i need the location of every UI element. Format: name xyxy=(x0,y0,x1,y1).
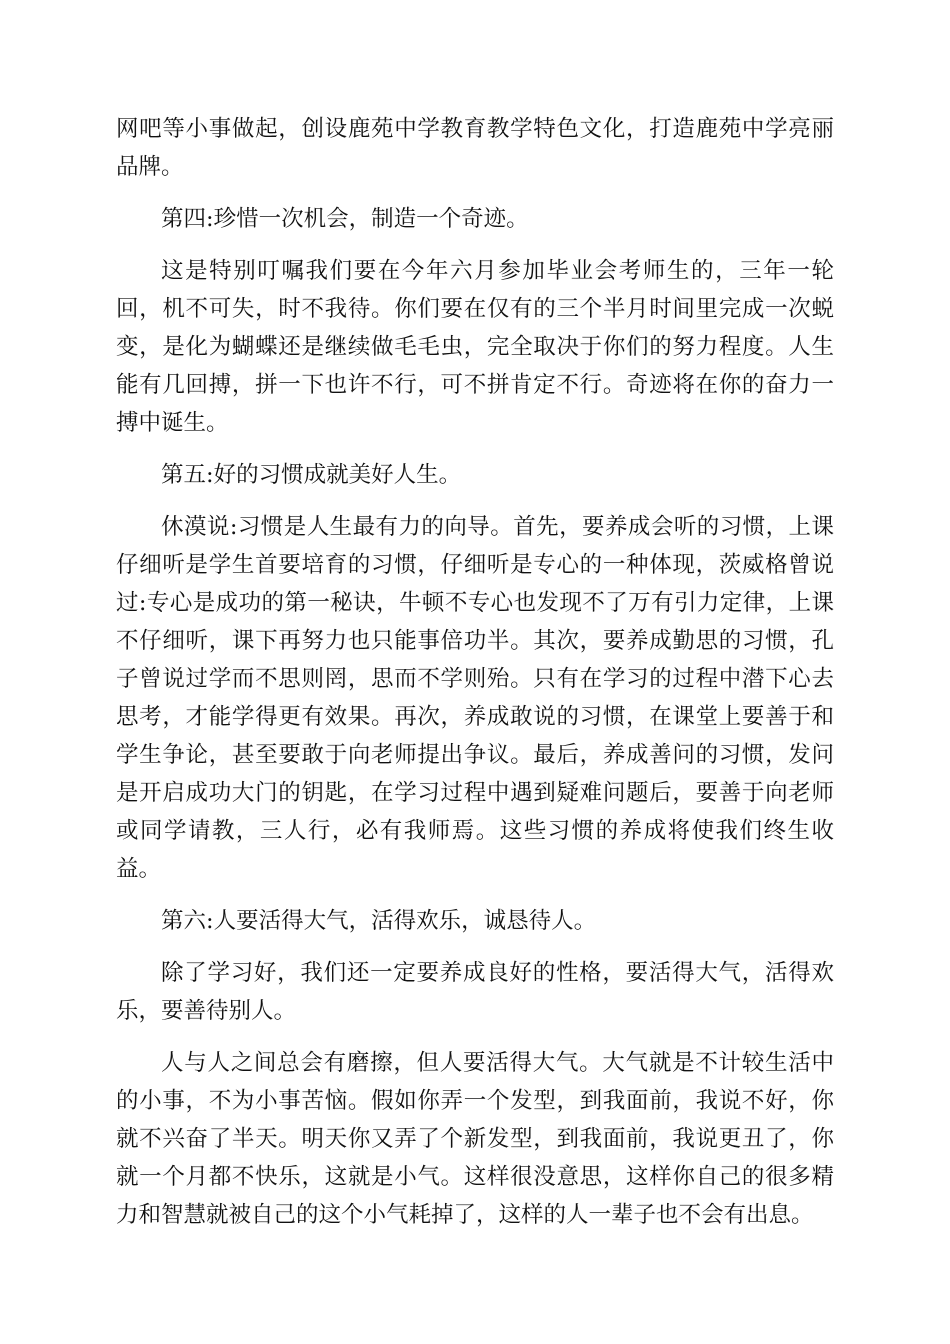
paragraph-sixth-point-detail: 人与人之间总会有磨擦，但人要活得大气。大气就是不计较生活中的小事，不为小事苦恼。假如你弄一个发型，到我面前，我说不好，你就不兴奋了半天。明天你又弄了个新发型，到我面前，我说更丑了，你就一个月都不快乐，这就是小气。这样很没意思，这样你自己的很多精力和智慧就被自己的这个小气耗掉了，这样的人一辈子也不会有出息。 xyxy=(116,1050,834,1228)
paragraph-fourth-point: 这是特别叮嘱我们要在今年六月参加毕业会考师生的，三年一轮回，机不可失，时不我待。你们要在仅有的三个半月时间里完成一次蜕变，是化为蝴蝶还是继续做毛毛虫，完全取决于你们的努力程度。人生能有几回搏，拼一下也许不行，可不拼肯定不行。奇迹将在你的奋力一搏中诞生。 xyxy=(116,258,834,436)
heading-fifth-point: 第五:好的习惯成就美好人生。 xyxy=(161,462,462,488)
heading-fourth-point: 第四:珍惜一次机会，制造一个奇迹。 xyxy=(161,206,529,232)
paragraph-sixth-point-intro: 除了学习好，我们还一定要养成良好的性格，要活得大气，活得欢乐，要善待别人。 xyxy=(116,960,834,1024)
document-body xyxy=(116,110,834,1248)
paragraph-fifth-point: 休漠说:习惯是人生最有力的向导。首先，要养成会听的习惯，上课仔细听是学生首要培育的习惯，仔细听是专心的一种体现，茨威格曾说过:专心是成功的第一秘诀，牛顿不专心也发现不了万有引力定律，上课不仔细听，课下再努力也只能事倍功半。其次，要养成勤思的习惯，孔子曾说过学而不思则罔，思而不学则殆。只有在学习的过程中潜下心去思考，才能学得更有效果。再次，养成敢说的习惯，在课堂上要善于和学生争论，甚至要敢于向老师提出争议。最后，养成善问的习惯，发问是开启成功大门的钥匙，在学习过程中遇到疑难问题后，要善于向老师或同学请教，三人行，必有我师焉。这些习惯的养成将使我们终生收益。 xyxy=(116,514,834,882)
heading-sixth-point: 第六:人要活得大气，活得欢乐，诚恳待人。 xyxy=(161,908,597,934)
paragraph-continuation: 网吧等小事做起，创设鹿苑中学教育教学特色文化，打造鹿苑中学亮丽品牌。 xyxy=(116,116,834,180)
